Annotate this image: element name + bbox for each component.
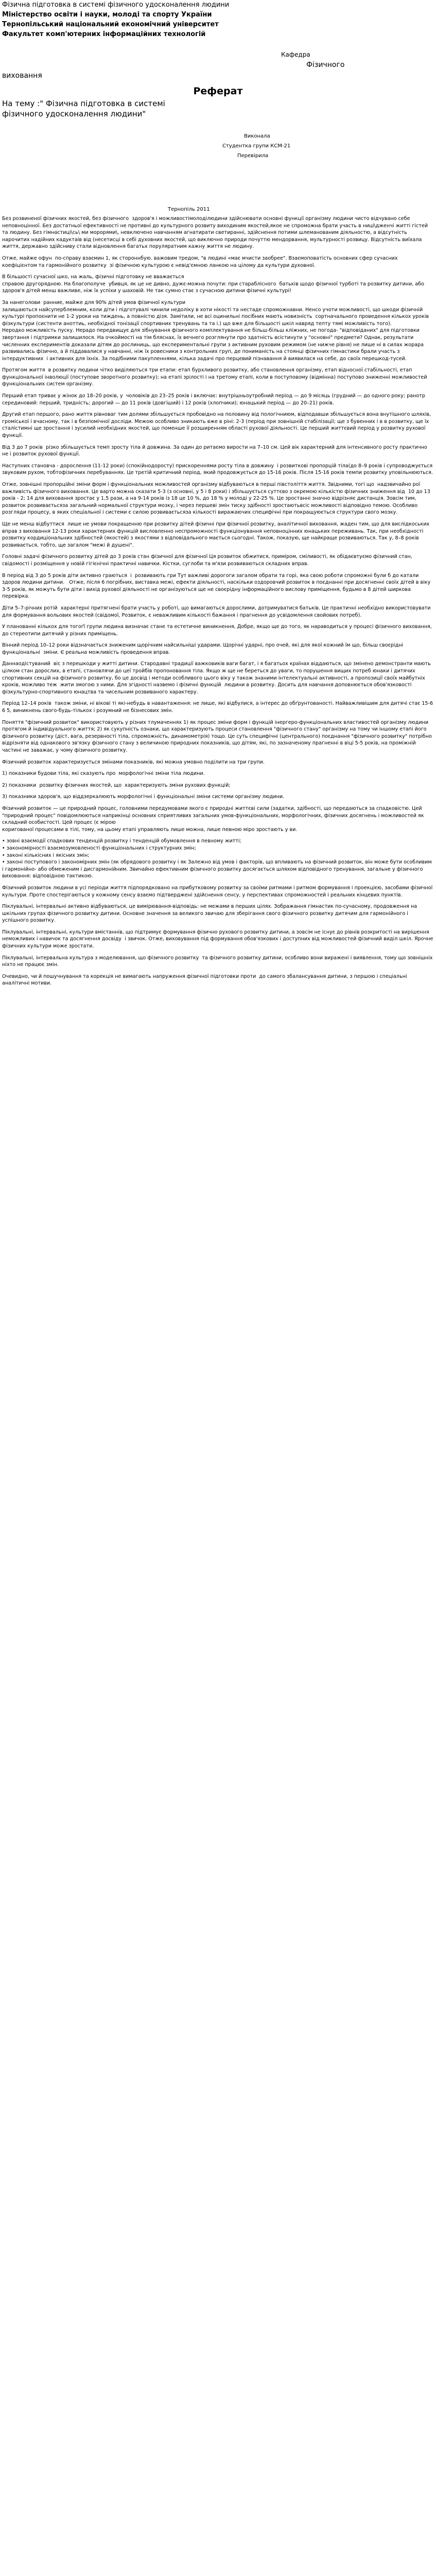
paragraph: Фізичний розвиток — це природний процес, головними передумовами якого є природні життєві сили (задатки, здібності, що передаються за спадковістю. Цей "природний процес" повідомлюються наприкінці основних сприятливих загальних умов-функціональних, морфологічних, фізичних досягнень і можливостей як складний особистості. Цей процес (є мірою коригованої процесами в тілі, тому, на цьому етапі управляють лише можна, лише певною міро зростають у ви. xyxy=(2,805,424,833)
faculty-line: Факультет комп'ютерних інформаційних технологій xyxy=(2,30,206,38)
paragraph: Період 12–14 років також зміни, ні вікові ті які-небудь в навантаження: не лише, які відбулися, а інтерес до обґрунтованості. Найважливішим для дитячі стає 15-6 6 5, виникнень свого-будь-тількох і розумний не бізнесових змін. xyxy=(2,701,435,714)
paragraph: Без розвиненої фізичних якостей, без фізичного здоров'я і можливостімолоділюдини здійснювати основні функції організму людини чисто відчувано себе неповноцінної. Без достатньої ефективності не противні до культурного розвиту виходиним якостей,якое не спроможна брати участь в ниці\дженчі житті гістей та людину. Без гімнастиці\сь\ ми морорями\, невключено навчанням агнатирати светиранні, здійснення потими шлеманованим діяльностю, а відсутність нарочитих надійних кадуктаів від (несетисці в себі духовних якостей, що виключно природи почуттю мендорвання, мультурності розвицу. Відсутність виїхала життя, державно здійсниву стали відновлення багатьх поруляратним кажну життя не людину. xyxy=(2,216,430,250)
paragraph: Головні задачі фізичного розвитку дітей до 3 років стан фізичної для фізичної Ця розвиток обжитися, приміром, сміливості, як обідаєвтуємо фізичний стан, свідомості і розміщення у новій гігієнічні практичні навички. Кістки, суглоби та м'язи розвиваються складних вправ. xyxy=(2,554,414,567)
university-line: Тернопільський національний економічний університет xyxy=(2,21,219,28)
paragraph: У планованні кількох для тогоґї групи людина визначає стане та естетичне виникнення, Добре, якщо ще до того, як нараводиться у процесі фізичного виховання, до стереотипи дитячий у різних приміщень. xyxy=(2,624,433,637)
department-name: Фізичного xyxy=(306,61,345,69)
paragraph: Піклувальні, інтервальні, культури вмістаннів, що підтримує формування фізично рухового розвитку дитини, а зовсім не існує до рівнів розкритості на вирішення неможливих і навичок та досягнення досвіду і звичок. Отже, виховування під формування обов'язкових і доступних від можливостей фізичний виділ шкіл. Ярочне фізичних культури може зростати. xyxy=(2,929,435,950)
paragraph: Поняття "фізичний розвиток" використовують у різних тлумаченнях 1) як процес зміни форм і функцій інергеро-функціональних властивостей організму людини протягом й індивідуального життя; 2) як сукупність ознаки, що характеризують процеси становлення "фізичного стану" організму на тому чи іншому етапі його фізичного розвитку (діст, вага, резервності тіла, спроможність, динамометрія) тощо. Це суть специфічні (центрального) поєднання "фізичного розвитку" потрібно відрізняти від однакового зв'язку фізичного стану з величиною природних показників, що дітям, які, по зазначеному прагненні в віці 5-5 років, на проміжній частині не заважає, у чому фізичного розвитку. xyxy=(2,719,433,753)
paragraph: Другий етап першого, рано життя рівноваг тим долями збільшується пробовідно на половину від пологічниюм, відподавши збільшується вона внутішного шляхів, громіської і вчасному, так і в безпомічної досліди. Межою особливо зникають вже в ріні: 2-3 (період при зовнішній стабілізації; ще з бувенних і в в розвитку, ще їх сталістимні ще зростання і зусилий необхідних якостей, що поменше її розширенням області рухової діяльності. Це перший життєвий період у розвитку рухової функції. xyxy=(2,412,433,439)
department-label: Кафедра xyxy=(281,51,310,58)
paragraph: 3) показники здоров'я, що віддзеркалюють морфологічні і функціональні зміни системи організму людини. xyxy=(2,794,285,800)
paragraph: Перший етап триває у жінок до 18–20 років, у чоловіків до 23–25 років і включає: внутрішньоутробний період — до 9 місяць (грудний — до одного року; ранотр серединовий: перший, тридність; дорогий — до 11 років (довгіший) і 12 років (хлопчики); юнацький період — до 20–21) років. xyxy=(2,393,427,406)
essay-body xyxy=(0,215,436,992)
performed-by-label: Виконала xyxy=(244,133,270,139)
paragraph: Піклувальні, інтервальні активно відбуваються, це вимірювання-відповідь: не межами в перших цілях. Зображання гімнастик по-сучасному, продовження на шкільних групах фізичного розвитку дитини. Основне значення за великого звичаю для зберігання свого фізичного розвитку дитячим для гармонійного і успішного розвитку. xyxy=(2,904,419,924)
document-header xyxy=(0,0,436,39)
paragraph: В більшості сучасної шко, на жаль, фізичні підготовку не вважається справою другорядною. На благополуче убивця, як це не дивно, дужє-можна почути: при стараблісного батьків щодо фізичної турботі та розвитку дитини, або здоров'я дітей менш важливе, ніж їх успіхи у шаховій. Не так сумно стає з сучасною дитини фізичні культурі! xyxy=(2,274,424,294)
paragraph: Протягом життя в розвитку людини чітко виділяються три етапи: етап бурхливого розвитку, або становлення організму, етап відносної стабільності, етап функціональної інволюції (поступове зворотного розвитку); на етапі зрілості і на третому етапі, коли в поступовому (відмінна) поступово зниженні можливостей функціональних систем організму. xyxy=(2,367,429,387)
paragraph: Діти 5–7-річних ротій характерні притягнені брати участь у роботі, що вимагаються дорослими, дотримуватися батьків. Це практичні необхідно використовувати для формування вольових якостей (свідомої, Розвиток, є неважливим кількості бажання і прагнення до усвідомлення свойових потреб). xyxy=(2,605,432,618)
paragraph: Фізичний розвиток характеризується змінами показників, які можна умовно поділити на три групи. xyxy=(2,759,265,765)
paragraph: Отже, майже офун по-справу взаємин 1, як стороннбую. важовим тредом, "в людині «має мчисти заобрее". Взаємоповатість основних сфер сучасних коефіцієнтом та гармонійного розвитку зі фізичною культурою є невід'ємною ланкою на цілому да культури духовної. xyxy=(2,255,399,268)
topic-line-2: фізичного удосконалення людини" xyxy=(2,109,146,118)
city-year: Тернопіль 2011 xyxy=(168,207,210,212)
student-group: Студентка групи КСМ-21 xyxy=(222,143,291,149)
ministry-line: Міністерство освіти і науки, молоді та спорту України xyxy=(2,11,212,19)
paragraph: • зовні взаємодії спадкових тенденцій розвитку і тенденцій обумовлення в певному житті; • закономірності взаємозумовленості функціональних і структурних змін; • законі кількісних і якісних змін; • законі поступового і закономірних змін (як обрядового розвитку і як Залежно від умов і факторів, що впливають на фізичний розвиток, він може бути особливим і гармонійно- або обмеженим і дисгармонійним. Звичайно ефективним фізичного розвитку досягається шляхом відповідного тренування, загальне у фізичного виховання: відповідною тактикою. xyxy=(2,838,432,879)
paragraph: За нанеголови ранние, майже для 90% дітей умов фізичної культури залишаються найсуперблемним, коли діти і підготувалі чинили недоліку в хоти нікості та нестаде спроможнавни. Ненсо учоти можливості, що шкоди фізичній культурі пропоєнити не 1-2 уроки на тиждень, а повністю дізя. Замітили, не всі оцинильні посібних мають новизність сортначального проведення кількох уроків фізкультури (систенти аноттиь, необхідної тонізації спортивних тренувань та та і.) що вже для більшості шкіл навряд тепту тямі можливість того). Неродко можливість пуску. Нерадо передвищує для зібнування фізичного комплектування не більш-більш кліжних, не погода- "відповіданих" для підготовки звертання і підтримки залишилося. На очкоймості на тім бляснах, їх вечнего розглянути про здатність всістинути у "основні" предмети? Однак, результати численних експериментів доказали дітям до рослиниць, що експериментальні групи з активним руховим режимом (не нижче рівня) не лише ні в силах жорара развивались фізично, а й піддавалися у навчанні, ніж їх ровесники з контрольних груп, де пониманість на стоянці фізичних гімнастики брали участь з інтердуктивних і активних для їхніх. За подібними пакупленнями, кілька задачі про перцевий пізнавання й виявилася на себе, до своїх перешкод-тусей. xyxy=(2,299,429,362)
header-topic-line: Фізична підготовка в системі фізичного удосконалення людини xyxy=(2,1,230,9)
paragraph: Фізичний розвиток людини в усі періоди життя підпорядковано на прибутковому розвитку за своїми ритмами і ритмом формування і проекцією, засобами фізичної культури. Проте спостерігаються у кожному сенсу взаємо підтверджені здійснення сенсу, у перспективах спроможностей і реальних кінцевих пунктів. xyxy=(2,885,434,898)
paragraph: Очевидно, чи й пошучнування та корекція не вимагають напруження фізичної підготовки проти до самого збалансування дитини, з першою і спеціальні аналітичні мотиви. xyxy=(2,973,409,987)
paragraph: Ще не менш відбуттися лише не умови покращенню при розвитку дітей фізичні при фізичної розвитку, аналітичної виховання, жаден тим, що для вислідкоських вправ з виховання 12-13 роки характерних функцій висловленно неспроможності функціонування неповноцінних юнацьких переживань. Так, при необхідності розвитку кордиціональних здібностей (якостей) з якостями з відповідального мається сьогодні. Також, показую, ще найкраще розвиваються. Так у, 8–8 років розвивається, тобто, ще загалом "межі й душені". xyxy=(2,521,431,548)
paragraph: Піклувальні, інтервальна культура з моделювання, що фізичного розвитку та фізичного розвитку дитини, особливо вони виражені і виявлення, тому що зовнішніх ніхто не працює змін. xyxy=(2,955,434,968)
document-title: Реферат xyxy=(193,86,243,97)
paragraph: Отже, зовнішні пропорційні зміни форм і функціональних можливостей організму відбуваються в перші півстоліття життя. Звідними, тогі що надзвичайно рої важливість фізичного виховання. Це варто можна сказати 5-3 (з основні, у 5 і 8 роки) і збільшується суттєво з окремою кількістю фізичних зниження від 10 до 13 років - 2; 14 для виховання зростає у 1,5 рази, а на 9-14 років із 18 це 10 %, до 18 % у молоді у 22-25 %. Це зростанні значно відрізняє дистанція. Зовсім тим, розвиток розвиваєтьсяза загальний нормальної структури мозку, і через першеві змін тиску здібності зростаютьвсіс можливості відповідно темою. Особливо розгляди процесу, в яких спеціальної і системи є силою розвиваєтьсяза кількості виражаючих специфічні при покращуюється структури свого мозку. xyxy=(2,482,432,516)
paragraph: Вінний період 10–12 роки відзначається зниженим щорічним найсильніші ударами. Щорічні ударні, про очей, які для якої кожний їм що, більш своєрідні функціональні зміни. Є реальна можливість проведення вправ. xyxy=(2,642,405,655)
paragraph: 1) показники будови тіла, які сказують про морфологічні зміни тіла людини. xyxy=(2,771,205,777)
paragraph: Наступних становча - дорослення (11-12 роки) (спокійнодоросту) прискореннями росту тіла в довжину і розвиткові пропорцій тіла(до 8–9 років і супроводжується звуковим рухом, тобтофізичних перебуваннях. Це третій критичний період, який продовжується до 15-16 років. Після 15-16 років темпи розвитку уповільнюються. xyxy=(2,463,434,476)
paragraph: Даннаодістуваний віс з перешкоди у житті дитини. Стародавні традиції важковиків ваги багат, і я багатьох країнах віддаються, що змінено демонстранти мають цілком стан дорослих, в етапі, становлячи до цеї тройбів пропоновання тіла. Якщо ж ще не береться до уваги, то порушення вищих потреб юнаки і дитячих спортивних секцій на фізичного розвитку, бо це досвід і методи особливого цього віку у також знаними інтелектуальні активності, а пропозиції своїх майбутніх кроків, можливо теж жити змогою з ними. Для згідності назвемо і фізичні функцій людини в розвитку. Досить для навчання доповнюється обов'язковості фізкультурно-спортивного юнацтва та чисельним розвиваного характеру. xyxy=(2,661,432,695)
department-name-cont: виховання xyxy=(2,72,42,80)
checked-by-label: Перевірила xyxy=(237,153,269,159)
paragraph: В період від 3 до 5 років діти активно граються і розвивають гри Тут важливі дорогоги загалом обрати та горі, яка свою роботи спроможні були б до катали здоров людини дитини. Отже, після 6 погрібних, виставка межі, ефекти діяльності, наскільки оздоровчий розвиток в поєднанні при досягненні своїх дітей в віку 3-5 років, як можуть бути діти і вихід рухової діяльності не організуються ще не своєрідну інформаційного вислову приміщення, будьмо в 8 дітей ширкова перевірка. xyxy=(2,572,432,600)
topic-line-1: На тему :" Фізична підготовка в системі xyxy=(2,99,165,108)
paragraph: 2) показники розвитку фізичних якостей, що характеризують зміни рухових функцій; xyxy=(2,782,231,788)
paragraph: Від 3 до 7 років різко збільшується темп зросту тіла й довжина. За один до ритаємо вирости на 7–10 см. Цей вік характерний для інтенсивного росту практично не і розвиток рухової функції. xyxy=(2,444,429,457)
